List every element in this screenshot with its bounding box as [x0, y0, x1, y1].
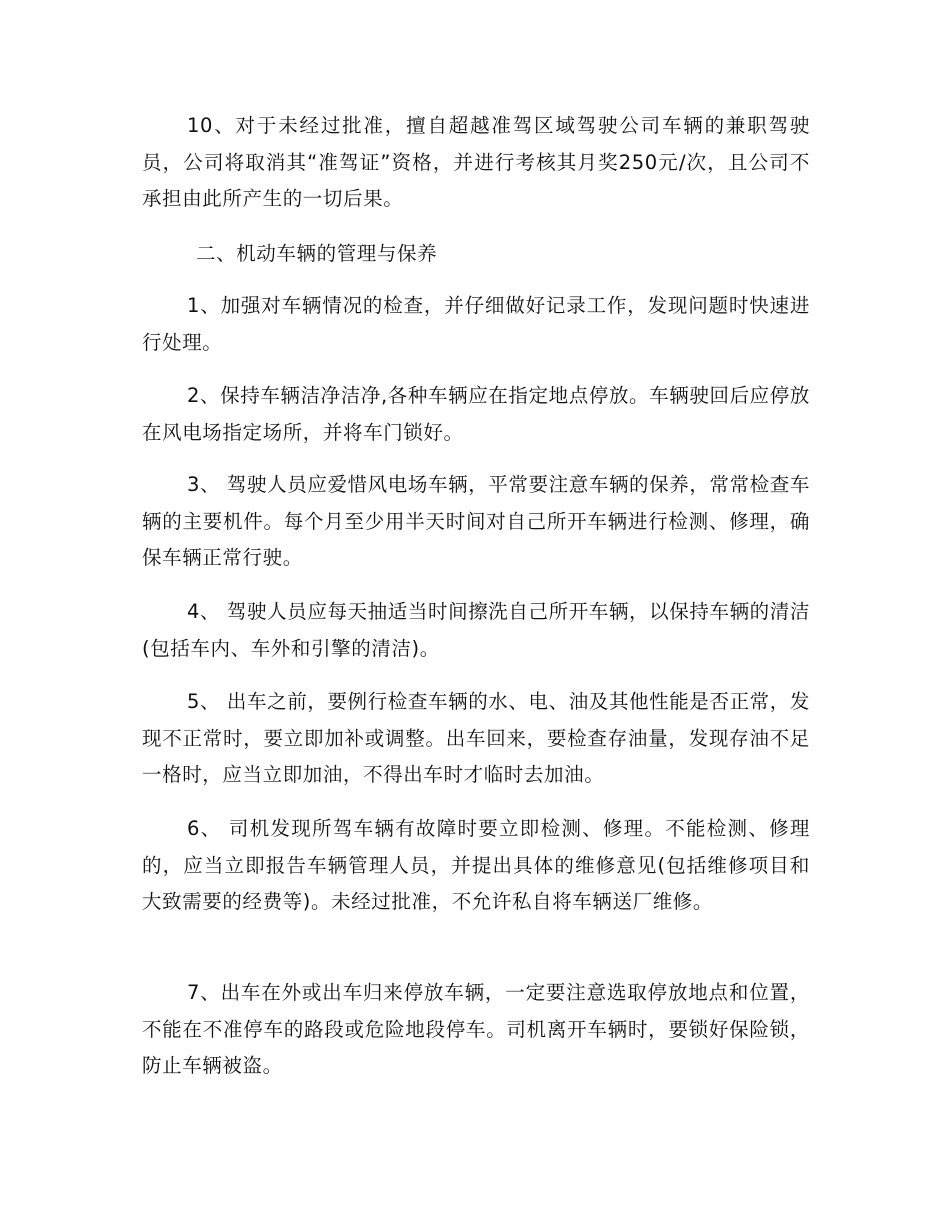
section-heading: 二、机动车辆的管理与保养 — [196, 242, 438, 265]
paragraph-item-10: 10、对于未经过批准，擅自超越准驾区域驾驶公司车辆的兼职驾驶员，公司将取消其“准驾证”资格，并进行考核其月奖250元/次，且公司不承担由此所产生的一切后果。 — [142, 114, 810, 210]
paragraph-item-6: 6、 司机发现所驾车辆有故障时要立即检测、修理。不能检测、修理的，应当立即报告车辆管理人员，并提出具体的维修意见(包括维修项目和大致需要的经费等)。未经过批准，不允许私自将车辆送厂维修。 — [142, 817, 810, 913]
paragraph-item-5: 5、 出车之前，要例行检查车辆的水、电、油及其他性能是否正常，发现不正常时，要立即加补或调整。出车回来，要检查存油量，发现存油不足一格时，应当立即加油，不得出车时才临时去加油。 — [142, 690, 810, 786]
paragraph-item-3: 3、 驾驶人员应爱惜风电场车辆，平常要注意车辆的保养，常常检查车辆的主要机件。每个月至少用半天时间对自己所开车辆进行检测、修理，确保车辆正常行驶。 — [142, 473, 810, 569]
paragraph-item-4: 4、 驾驶人员应每天抽适当时间擦洗自己所开车辆，以保持车辆的清洁(包括车内、车外和引擎的清洁)。 — [142, 600, 810, 660]
paragraph-item-2: 2、保持车辆洁净洁净,各种车辆应在指定地点停放。车辆驶回后应停放在风电场指定场所，并将车门锁好。 — [142, 384, 810, 444]
paragraph-item-1: 1、加强对车辆情况的检查，并仔细做好记录工作，发现问题时快速进行处理。 — [142, 294, 810, 354]
paragraph-item-7: 7、出车在外或出车归来停放车辆，一定要注意选取停放地点和位置，不能在不准停车的路段或危险地段停车。司机离开车辆时，要锁好保险锁，防止车辆被盗。 — [142, 981, 810, 1077]
